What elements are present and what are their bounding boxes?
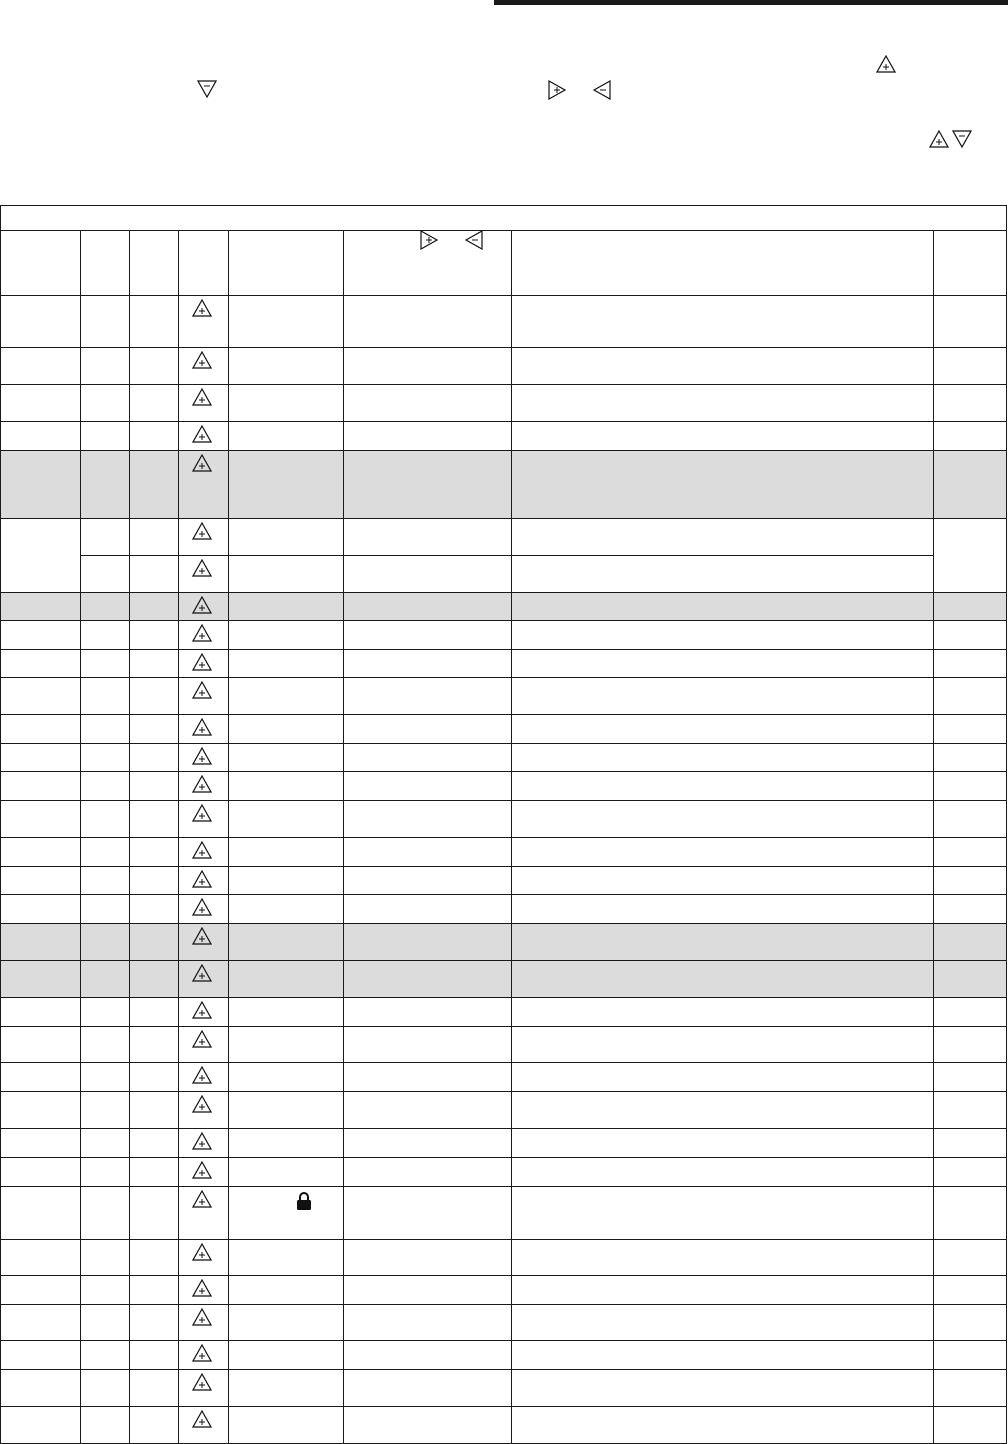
up-plus-triangle-icon xyxy=(929,130,949,148)
table-rule xyxy=(0,1340,1007,1341)
table-rule xyxy=(0,1062,1007,1063)
table-rule xyxy=(0,1157,1007,1158)
table-column-rule xyxy=(933,230,934,1443)
table-rule xyxy=(0,837,1007,838)
table-rule xyxy=(0,894,1007,895)
table-column-rule xyxy=(1006,205,1007,1443)
table-rule xyxy=(0,421,1007,422)
up-plus-triangle-icon xyxy=(192,1344,212,1362)
table-column-rule xyxy=(0,205,1,1443)
shaded-row xyxy=(1,593,1006,620)
up-plus-triangle-icon xyxy=(192,425,212,443)
table-rule xyxy=(0,1275,1007,1276)
up-plus-triangle-icon xyxy=(192,870,212,888)
up-plus-triangle-icon xyxy=(192,596,212,614)
left-minus-triangle-icon xyxy=(593,80,611,100)
up-plus-triangle-icon xyxy=(192,1001,212,1019)
up-plus-triangle-icon xyxy=(192,841,212,859)
table-rule xyxy=(0,230,1007,231)
up-plus-triangle-icon xyxy=(192,775,212,793)
up-plus-triangle-icon xyxy=(192,804,212,822)
table-rule xyxy=(0,1406,1007,1407)
right-plus-triangle-icon xyxy=(420,230,438,255)
shaded-row xyxy=(1,924,1006,960)
settings-table xyxy=(0,205,1008,1444)
up-plus-triangle-icon xyxy=(192,1308,212,1326)
up-plus-triangle-icon xyxy=(192,1132,212,1150)
table-column-rule xyxy=(343,230,344,1443)
up-plus-triangle-icon xyxy=(192,624,212,642)
up-plus-triangle-icon xyxy=(192,351,212,369)
table-rule xyxy=(0,714,1007,715)
up-plus-triangle-icon xyxy=(192,1243,212,1261)
table-rule xyxy=(0,1026,1007,1027)
shaded-row xyxy=(1,451,1006,518)
up-plus-triangle-icon xyxy=(192,454,212,472)
right-plus-triangle-icon xyxy=(548,80,566,100)
up-plus-triangle-icon xyxy=(192,388,212,406)
padlock-icon xyxy=(296,1191,312,1216)
table-rule xyxy=(0,1186,1007,1187)
up-plus-triangle-icon xyxy=(192,1066,212,1084)
up-plus-triangle-icon xyxy=(192,747,212,765)
table-rule xyxy=(0,518,1007,519)
table-rule xyxy=(0,592,1007,593)
table-rule xyxy=(0,923,1007,924)
table-rule xyxy=(0,1304,1007,1305)
table-rule xyxy=(0,677,1007,678)
table-column-rule xyxy=(80,230,81,1443)
table-rule xyxy=(0,960,1007,961)
up-plus-triangle-icon xyxy=(192,1279,212,1297)
table-rule xyxy=(0,649,1007,650)
up-plus-triangle-icon xyxy=(192,522,212,540)
up-plus-triangle-icon xyxy=(192,1030,212,1048)
table-rule xyxy=(0,1091,1007,1092)
table-rule xyxy=(0,347,1007,348)
table-rule xyxy=(0,866,1007,867)
table-rule xyxy=(0,450,1007,451)
up-plus-triangle-icon xyxy=(192,1095,212,1113)
up-plus-triangle-icon xyxy=(192,559,212,577)
up-plus-triangle-icon xyxy=(192,681,212,699)
table-rule xyxy=(0,1239,1007,1240)
up-plus-triangle-icon xyxy=(192,1161,212,1179)
down-minus-triangle-icon xyxy=(952,130,972,148)
up-plus-triangle-icon xyxy=(192,653,212,671)
up-plus-triangle-icon xyxy=(192,1190,212,1208)
table-rule xyxy=(0,1369,1007,1370)
up-plus-triangle-icon xyxy=(192,898,212,916)
up-plus-triangle-icon xyxy=(192,927,212,945)
table-rule xyxy=(0,743,1007,744)
left-minus-triangle-icon xyxy=(465,230,483,255)
up-plus-triangle-icon xyxy=(876,55,896,73)
table-column-rule xyxy=(178,230,179,1443)
shaded-row xyxy=(1,961,1006,997)
table-column-rule xyxy=(129,230,130,1443)
table-rule xyxy=(0,620,1007,621)
table-rule xyxy=(0,800,1007,801)
table-rule xyxy=(0,1128,1007,1129)
table-rule xyxy=(0,384,1007,385)
header-rule xyxy=(494,0,1008,5)
table-column-rule xyxy=(228,230,229,1443)
up-plus-triangle-icon xyxy=(192,964,212,982)
up-plus-triangle-icon xyxy=(192,718,212,736)
table-rule xyxy=(0,997,1007,998)
table-rule xyxy=(0,205,1007,206)
table-column-rule xyxy=(511,230,512,1443)
table-rule xyxy=(80,555,933,556)
table-rule xyxy=(0,295,1007,296)
up-plus-triangle-icon xyxy=(192,1410,212,1428)
up-plus-triangle-icon xyxy=(192,299,212,317)
up-plus-triangle-icon xyxy=(192,1373,212,1391)
table-rule xyxy=(0,771,1007,772)
down-minus-triangle-icon xyxy=(197,80,217,98)
